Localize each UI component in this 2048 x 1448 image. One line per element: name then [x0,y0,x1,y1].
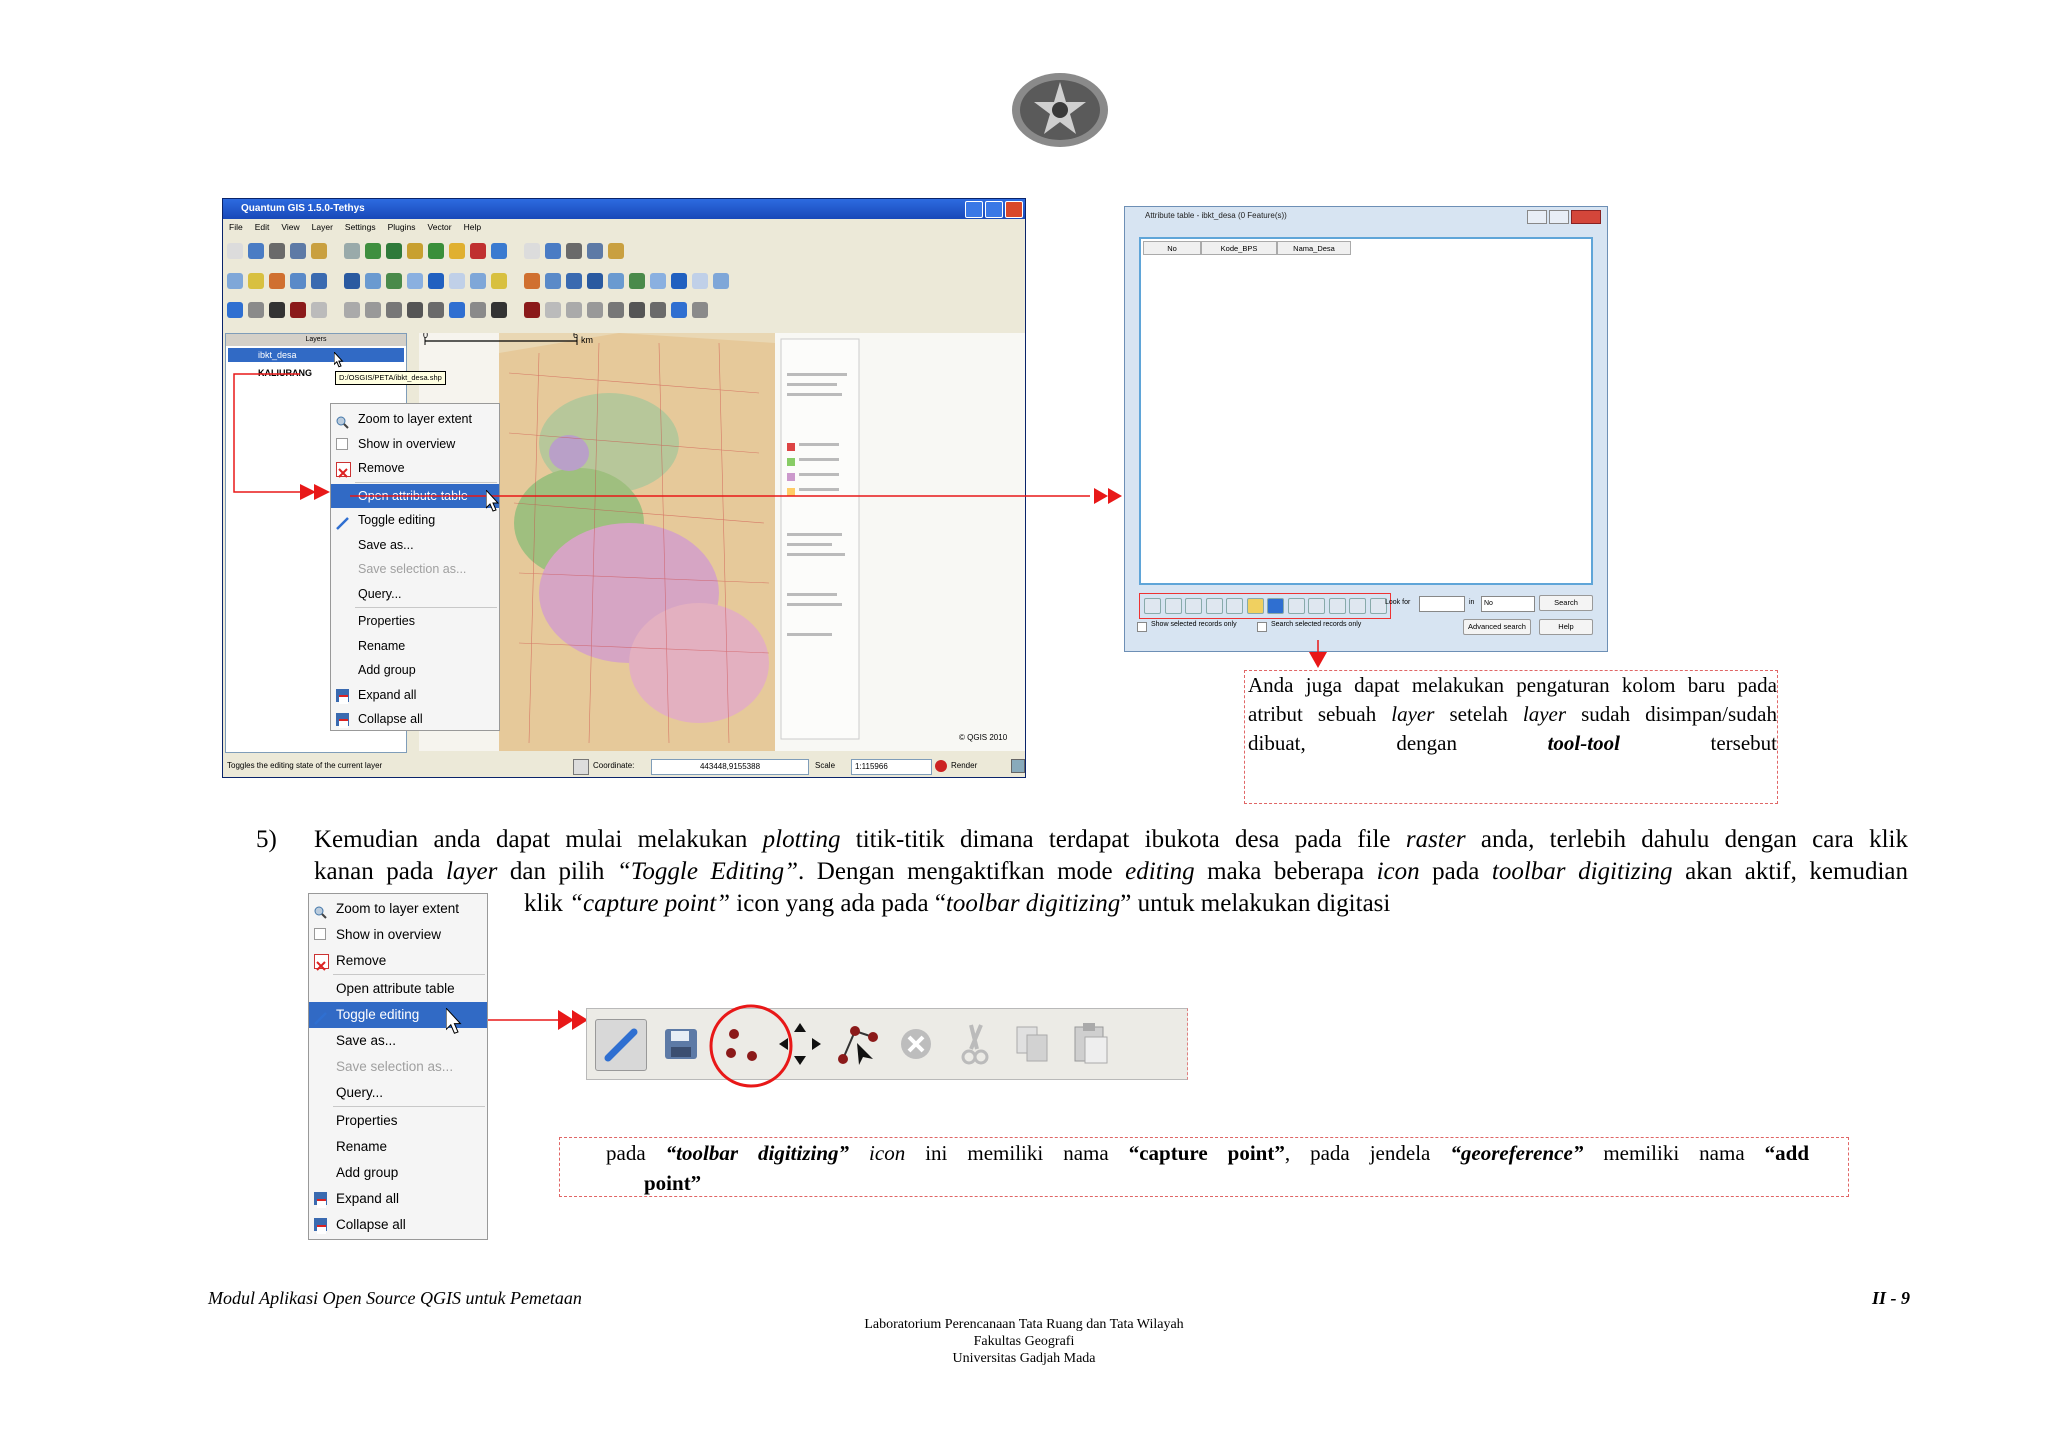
text-run: Anda juga dapat melakukan pengaturan kolom baru pada atribut sebuah [1248,673,1777,726]
text-run: “add [1764,1141,1810,1165]
text-run: memiliki nama [1583,1141,1765,1165]
coordinate-label: Coordinate: [593,761,635,770]
text-run: raster [1405,826,1466,853]
coordinate-field[interactable]: 443448,9155388 [651,759,809,775]
search-selected-label: Search selected records only [1271,621,1362,628]
step5-line2-text [314,858,1908,885]
text-run: toolbar digitizing [1491,858,1673,885]
menu-item-save-selection-as: Save selection as... [336,1058,454,1074]
text-run: dan pilih [497,858,617,885]
text-run: akan aktif, kemudian [1672,858,1908,885]
menu-item-open-attribute-table[interactable]: Open attribute table [331,484,499,509]
in-label: in [1469,599,1475,606]
menu-plugins[interactable]: Plugins [387,222,416,232]
note2-line2-text [644,1171,701,1195]
text-run: point” [644,1171,702,1195]
text-run: layer [445,858,498,885]
menu-item-zoom-to-layer-extent[interactable]: Zoom to layer extent [331,407,499,432]
text-run: ini memiliki nama [905,1141,1129,1165]
text-run: ” untuk melakukan digitasi [1120,890,1391,917]
footer-faculty: Fakultas Geografi [973,1334,1075,1349]
scale-label: Scale [815,761,836,770]
note-capture-point [559,1137,1849,1197]
step5-line3-text [524,890,1390,917]
text-run: “capture point” [569,890,731,917]
layer-item-ibkt-desa[interactable]: ibkt_desa [228,348,404,362]
menu-item-remove[interactable]: Remove [309,948,487,974]
menu-item-open-attribute-table[interactable]: Open attribute table [336,981,455,997]
menu-item-save-as[interactable]: Save as... [336,1033,397,1048]
menu-file[interactable]: File [229,222,243,232]
column-header-nama-desa[interactable]: Nama_Desa [1277,241,1351,255]
footer-module-title: Modul Aplikasi Open Source QGIS untuk Pemetaan [208,1288,582,1308]
note1-text [1248,673,1777,755]
capture-point-highlight-circle [708,1003,794,1089]
mouse-cursor-icon [446,1008,465,1037]
menu-item-expand-all[interactable]: Expand all [309,1186,487,1212]
menu-item-rename[interactable]: Rename [336,1139,388,1155]
text-run: layer [1391,702,1435,726]
text-run: , pada jendela [1284,1141,1451,1165]
render-checkbox-label[interactable]: Render [951,761,978,770]
help-button[interactable]: Help [1539,619,1593,635]
paste-features-icon[interactable] [1065,1019,1115,1069]
step5-line1-text [314,826,1908,853]
scalebar-zero: 0 [423,333,429,340]
step-number: 5) [256,826,277,853]
text-run: “toolbar digitizing” [665,1141,850,1165]
text-run: pada [606,1141,666,1165]
digitizing-toolbar [586,1008,1188,1080]
advanced-search-button[interactable]: Advanced search [1463,619,1531,635]
text-run: “georeference” [1450,1141,1584,1165]
note-attribute-columns [1244,670,1778,804]
menu-layer[interactable]: Layer [311,222,333,232]
menu-view[interactable]: View [281,222,300,232]
text-run: icon yang ada pada “ [730,890,946,917]
copy-features-icon[interactable] [1007,1019,1057,1069]
column-header-no[interactable]: No [1143,241,1201,255]
menu-item-properties[interactable]: Properties [358,614,415,628]
menu-edit[interactable]: Edit [254,222,270,232]
search-button[interactable]: Search [1539,595,1593,611]
attribute-table-title: Attribute table - ibkt_desa (0 Feature(s)) [1145,211,1287,220]
scale-field[interactable]: 1:115966 [851,759,932,775]
menu-item-remove[interactable]: Remove [331,456,499,481]
toggle-editing-pencil-icon[interactable] [595,1019,647,1071]
text-run: klik [524,890,570,917]
text-run [849,1141,869,1165]
menu-vector[interactable]: Vector [427,222,452,232]
text-run: Kemudian anda dapat mulai melakukan [314,826,763,853]
text-run: sudah disimpan/sudah dibuat, dengan [1248,702,1777,755]
menu-item-query[interactable]: Query... [358,586,402,601]
step5-line1 [314,824,1908,856]
menu-item-show-in-overview[interactable]: Show in overview [331,432,499,457]
status-message: Toggles the editing state of the current layer [227,761,383,770]
menu-item-add-group[interactable]: Add group [358,663,416,677]
menu-item-zoom-to-layer-extent[interactable]: Zoom to layer extent [309,896,487,922]
menu-item-rename[interactable]: Rename [358,638,406,653]
layers-header: Layers [226,334,406,346]
step5-line2 [314,856,1908,888]
layer-item-kaliurang[interactable]: KALIURANG [258,368,312,378]
text-run: tool-tool [1547,731,1620,755]
menu-help[interactable]: Help [463,222,482,232]
text-run: plotting [762,826,841,853]
qgis-title: Quantum GIS 1.5.0-Tethys [223,199,1025,219]
text-run: editing [1125,858,1195,885]
text-run: setelah [1434,702,1523,726]
show-selected-label: Show selected records only [1151,621,1237,628]
menu-item-show-in-overview[interactable]: Show in overview [309,922,487,948]
text-run: kanan pada [314,858,446,885]
footer-university: Universitas Gadjah Mada [952,1351,1096,1366]
text-run: anda, terlebih dahulu dengan cara klik [1465,826,1908,853]
footer-lab-name: Laboratorium Perencanaan Tata Ruang dan Tata Wilayah [864,1317,1184,1332]
mouse-cursor-icon [334,352,345,369]
in-field-select[interactable]: No [1481,596,1535,612]
note2-line2 [606,1168,1848,1198]
save-edits-icon[interactable] [657,1019,707,1069]
menu-item-collapse-all[interactable]: Collapse all [331,707,499,732]
mouse-cursor-icon [486,490,502,514]
text-run: “capture point” [1128,1141,1285,1165]
text-run: . Dengan mengaktifkan mode [798,858,1126,885]
menu-item-query[interactable]: Query... [336,1084,384,1100]
menu-item-save-selection-as: Save selection as... [358,562,467,576]
copyright-label: © QGIS 2010 [959,733,1008,742]
layer-path-tooltip: D:/OSGIS/PETA/ibkt_desa.shp [335,371,446,385]
note2-line1-text [606,1141,1809,1165]
text-run: “Toggle Editing” [616,858,799,885]
step5-line3 [524,888,1390,920]
menu-item-save-as[interactable]: Save as... [358,537,414,552]
delete-selected-icon[interactable] [891,1019,941,1069]
text-run: pada [1419,858,1492,885]
note2-line1 [606,1138,1809,1168]
text-run: toolbar digitizing [945,890,1121,917]
menu-item-collapse-all[interactable]: Collapse all [309,1212,487,1238]
cut-features-icon[interactable] [949,1019,999,1069]
menu-item-toggle-editing[interactable]: Toggle editing [331,508,499,533]
menu-item-properties[interactable]: Properties [336,1113,398,1129]
menu-settings[interactable]: Settings [344,222,376,232]
look-for-label: Look for [1385,599,1411,606]
menu-item-expand-all[interactable]: Expand all [331,683,499,708]
menu-item-toggle-editing[interactable]: Toggle editing [309,1002,487,1028]
text-run: icon [1376,858,1420,885]
scalebar-six: 6 [573,333,579,340]
text-run: layer [1522,702,1567,726]
text-run: maka beberapa [1194,858,1377,885]
scalebar-unit: km [581,335,593,345]
text-run: icon [869,1141,906,1165]
column-header-kode-bps[interactable]: Kode_BPS [1201,241,1277,255]
menu-item-add-group[interactable]: Add group [336,1165,399,1180]
text-run: titik-titik dimana terdapat ibukota desa pada file [840,826,1406,853]
footer-page-number: II - 9 [1871,1288,1910,1308]
text-run: tersebut [1619,731,1777,755]
node-tool-icon[interactable] [833,1019,883,1069]
